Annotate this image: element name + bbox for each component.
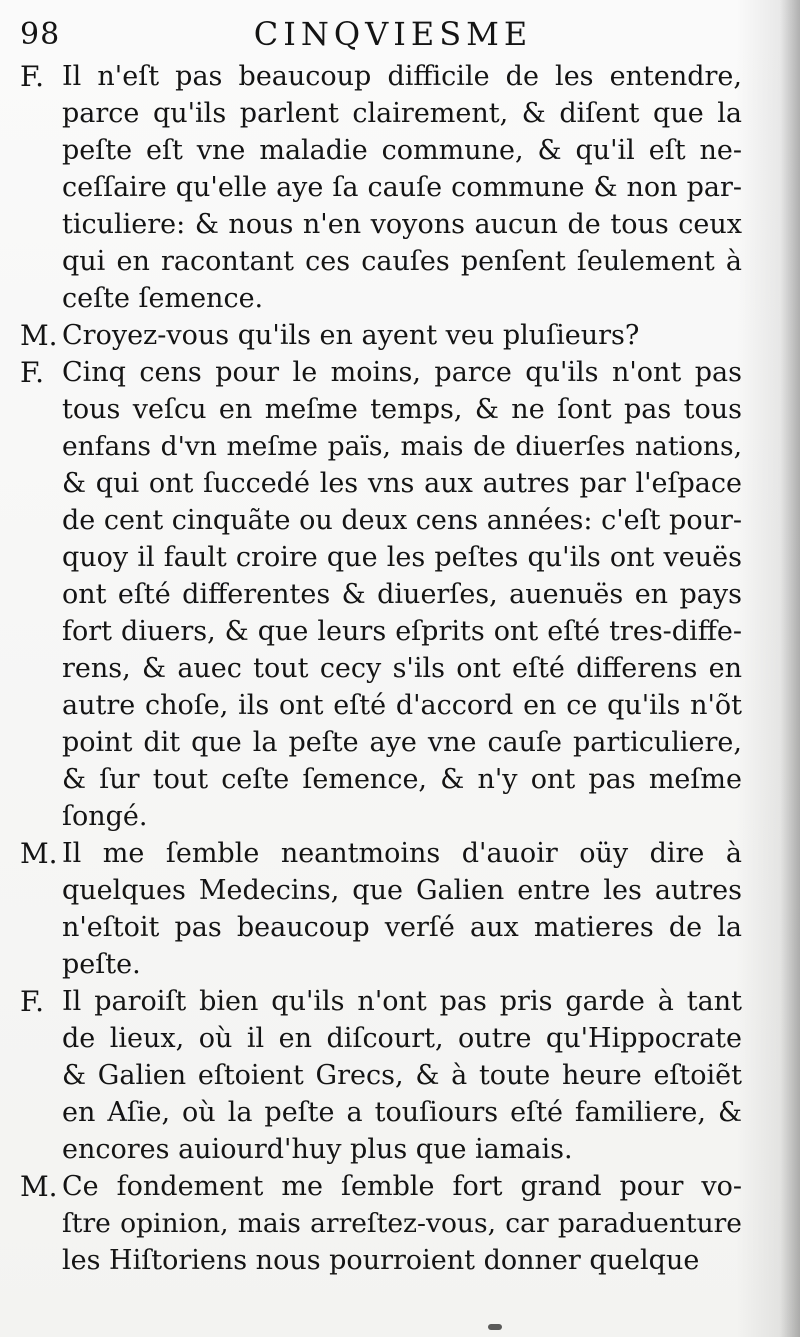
text-line: & Galien eſtoient Grecs, & à toute heure eſtoiẽt	[62, 1060, 742, 1091]
page-number: 98	[20, 17, 61, 52]
text-line: tous veſcu en meſme temps, & ne ſont pas tous	[62, 394, 742, 425]
speech-lines	[62, 1168, 742, 1279]
text-line: parce qu'ils parlent clairement, & diſent que la	[62, 98, 742, 129]
text-line: Cinq cens pour le moins, parce qu'ils n'ont pas	[62, 357, 742, 388]
text-line: quelques Medecins, que Galien entre les autres	[62, 875, 742, 906]
text-line: ſtre opinion, mais arreſtez-vous, car paraduenture	[62, 1208, 742, 1239]
speaker-label: F.	[20, 60, 44, 93]
speech-lines	[62, 835, 742, 983]
text-line: Croyez-vous qu'ils en ayent veu pluſieurs?	[62, 320, 640, 351]
text-line: fort diuers, & que leurs eſprits ont eſté tres-diffe-	[62, 616, 742, 647]
speaker-label: F.	[20, 356, 44, 389]
speech-block	[20, 983, 742, 1168]
text-line: n'eſtoit pas beaucoup verſé aux matieres de la	[62, 912, 742, 943]
page-gutter-shadow	[780, 0, 800, 1337]
running-head: CINQVIESME	[253, 15, 533, 53]
text-line: autre choſe, ils ont eſté d'accord en ce qu'ils n'õt	[62, 690, 742, 721]
speaker-label: M.	[20, 319, 58, 352]
text-line: Ce fondement me ſemble fort grand pour vo-	[62, 1171, 742, 1202]
text-line: ticuliere: & nous n'en voyons aucun de tous ceux	[62, 209, 742, 240]
text-line: point dit que la peſte aye vne cauſe particuliere,	[62, 727, 742, 758]
page-header	[16, 14, 770, 58]
text-line: & qui ont ſuccedé les vns aux autres par l'eſpace	[62, 468, 742, 499]
text-line: de cent cinquãte ou deux cens années: c'eſt pour-	[62, 505, 742, 536]
text-line: ceſſaire qu'elle aye ſa cauſe commune & non par-	[62, 172, 742, 203]
speech-lines	[62, 354, 742, 835]
text-line: ceſte ſemence.	[62, 283, 264, 314]
text-line: Il paroiſt bien qu'ils n'ont pas pris garde à tant	[62, 986, 742, 1017]
text-line: les Hiſtoriens nous pourroient donner quelque	[62, 1245, 700, 1276]
speech-block	[20, 317, 742, 354]
speech-block	[20, 354, 742, 835]
speech-block	[20, 58, 742, 317]
speech-block	[20, 835, 742, 983]
speech-lines	[62, 317, 742, 354]
text-line: rens, & auec tout cecy s'ils ont eſté differens en	[62, 653, 742, 684]
speech-block	[20, 1168, 742, 1279]
dialogue-text	[20, 58, 742, 1279]
text-line: encores auiourd'huy plus que iamais.	[62, 1134, 573, 1165]
speech-lines	[62, 983, 742, 1168]
text-line: de lieux, où il en diſcourt, outre qu'Hippocrate	[62, 1023, 742, 1054]
text-line: ont eſté differentes & diuerſes, auenuës en pays	[62, 579, 742, 610]
speaker-label: M.	[20, 1170, 58, 1203]
text-line: quoy il fault croire que les peſtes qu'ils ont veuës	[62, 542, 742, 573]
text-line: ſongé.	[62, 801, 148, 832]
ink-mark	[488, 1324, 502, 1330]
text-line: Il n'eſt pas beaucoup difficile de les entendre,	[62, 61, 742, 92]
text-line: qui en racontant ces cauſes penſent ſeulement à	[62, 246, 742, 277]
text-line: peſte eſt vne maladie commune, & qu'il eſt ne-	[62, 135, 742, 166]
text-line: enfans d'vn meſme païs, mais de diuerſes nations,	[62, 431, 742, 462]
text-line: en Aſie, où la peſte a touſiours eſté familiere, &	[62, 1097, 742, 1128]
text-line: peſte.	[62, 949, 141, 980]
text-line: & ſur tout ceſte ſemence, & n'y ont pas meſme	[62, 764, 742, 795]
speech-lines	[62, 58, 742, 317]
text-line: Il me ſemble neantmoins d'auoir oüy dire à	[62, 838, 742, 869]
speaker-label: F.	[20, 985, 44, 1018]
speaker-label: M.	[20, 837, 58, 870]
